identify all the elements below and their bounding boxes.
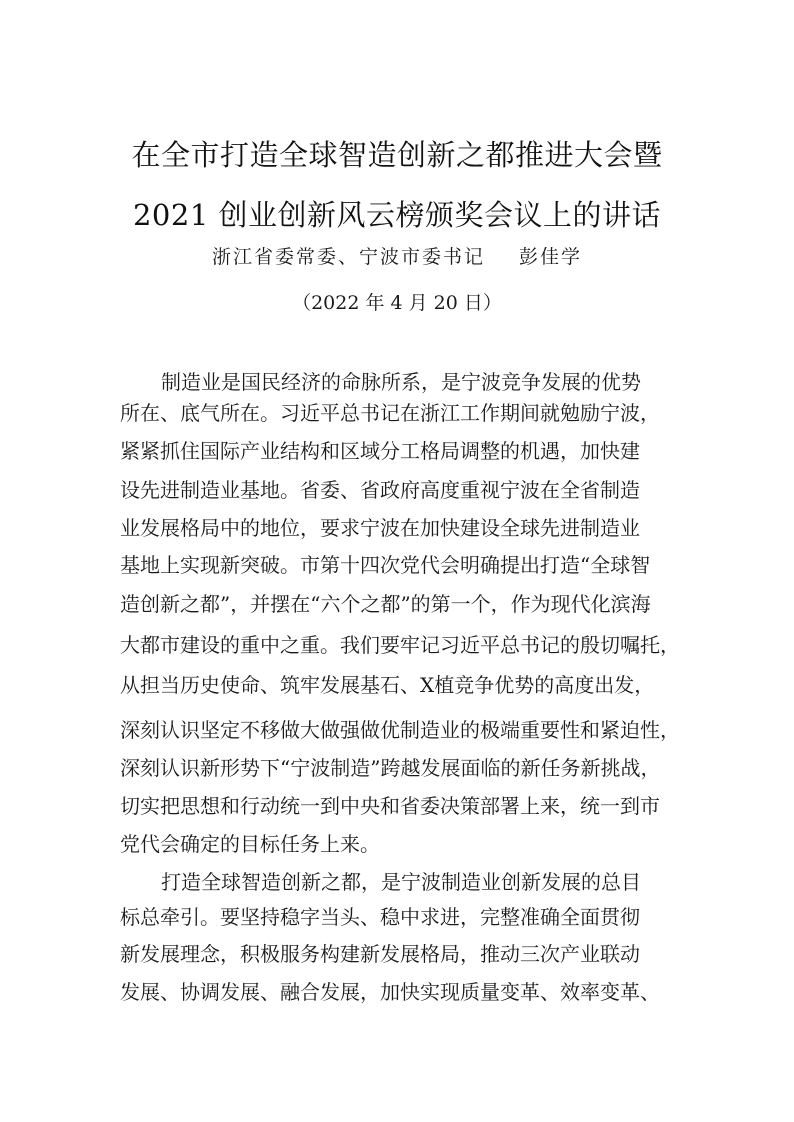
body-line: 打造全球智造创新之都，是宁波制造业创新发展的总目 bbox=[161, 870, 641, 894]
body-line: 新发展理念，积极服务构建新发展格局，推动三次产业联动 bbox=[120, 942, 640, 966]
body-line: 紧紧抓住国际产业结构和区域分工格局调整的机遇，加快建 bbox=[120, 439, 640, 463]
author-title: 浙江省委常委、宁波市委书记 bbox=[211, 246, 485, 268]
speech-title-line-1: 在全市打造全球智造创新之都推进大会暨 bbox=[131, 138, 663, 172]
body-line: 造创新之都”，并摆在“六个之都”的第一个，作为现代化滨海 bbox=[120, 592, 651, 616]
body-line: 所在、底气所在。习近平总书记在浙江工作期间就勉励宁波， bbox=[120, 401, 660, 425]
body-line: 制造业是国民经济的命脉所系，是宁波竞争发展的优势 bbox=[161, 370, 641, 394]
speech-date: （2022 年 4 月 20 日） bbox=[292, 292, 502, 314]
body-line: 党代会确定的目标任务上来。 bbox=[120, 832, 380, 856]
body-line: 标总牵引。要坚持稳字当头、稳中求进，完整准确全面贯彻 bbox=[120, 905, 640, 929]
body-line: 业发展格局中的地位，要求宁波在加快建设全球先进制造业 bbox=[120, 516, 640, 540]
body-line: 深刻认识坚定不移做大做强做优制造业的极端重要性和紧迫性， bbox=[120, 718, 680, 742]
body-line: 发展、协调发展、融合发展，加快实现质量变革、效率变革、 bbox=[120, 980, 660, 1004]
speech-title-line-2: 2021 创业创新风云榜颁奖会议上的讲话 bbox=[132, 198, 662, 232]
author-line bbox=[0, 243, 794, 271]
body-line: 深刻认识新形势下“宁波制造”跨越发展面临的新任务新挑战， bbox=[120, 756, 661, 780]
author-name: 彭佳学 bbox=[519, 246, 583, 268]
body-line: 切实把思想和行动统一到中央和省委决策部署上来，统一到市 bbox=[120, 794, 660, 818]
body-line: 大都市建设的重中之重。我们要牢记习近平总书记的殷切嘱托， bbox=[120, 633, 680, 657]
body-line: 基地上实现新突破。市第十四次党代会明确提出打造“全球智 bbox=[120, 553, 651, 577]
body-line: 从担当历史使命、筑牢发展基石、X植竞争优势的高度出发， bbox=[120, 673, 655, 697]
body-line: 设先进制造业基地。省委、省政府高度重视宁波在全省制造 bbox=[120, 478, 640, 502]
